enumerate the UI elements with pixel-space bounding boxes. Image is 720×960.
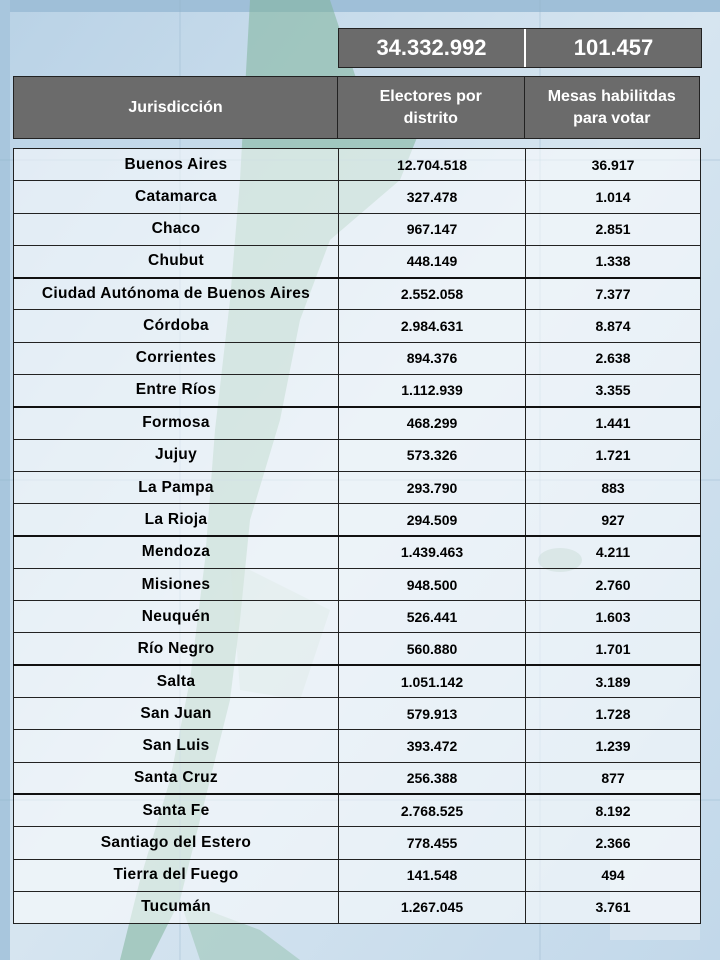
table-row: [14, 698, 701, 730]
row-nombre: Entre Ríos: [14, 375, 339, 407]
electores-table: [13, 148, 701, 924]
row-electores: 468.299: [339, 407, 526, 439]
row-mesas: 1.603: [526, 601, 701, 633]
row-mesas: 494: [526, 859, 701, 891]
table-row: [14, 310, 701, 342]
row-electores: 393.472: [339, 730, 526, 762]
row-nombre: Salta: [14, 665, 339, 697]
row-nombre: Corrientes: [14, 342, 339, 374]
row-mesas: 883: [526, 471, 701, 503]
row-mesas: 3.355: [526, 375, 701, 407]
row-nombre: Chubut: [14, 245, 339, 277]
row-electores: 327.478: [339, 181, 526, 213]
row-mesas: 2.760: [526, 568, 701, 600]
row-mesas: 36.917: [526, 149, 701, 181]
row-nombre: San Luis: [14, 730, 339, 762]
table-row: [14, 375, 701, 407]
row-electores: 2.768.525: [339, 794, 526, 826]
row-nombre: Tucumán: [14, 891, 339, 923]
table-row: [14, 633, 701, 665]
row-nombre: Formosa: [14, 407, 339, 439]
row-mesas: 927: [526, 504, 701, 536]
table-row: [14, 859, 701, 891]
table-row: [14, 471, 701, 503]
row-electores: 1.439.463: [339, 536, 526, 568]
row-mesas: 1.721: [526, 439, 701, 471]
row-nombre: San Juan: [14, 698, 339, 730]
row-nombre: Tierra del Fuego: [14, 859, 339, 891]
table-header: [13, 76, 700, 139]
row-mesas: 1.441: [526, 407, 701, 439]
header-mesas-label: Mesas habilitdas para votar: [547, 87, 676, 127]
table-row: [14, 407, 701, 439]
row-mesas: 7.377: [526, 278, 701, 310]
table-row: [14, 278, 701, 310]
row-electores: 1.051.142: [339, 665, 526, 697]
row-electores: 448.149: [339, 245, 526, 277]
row-nombre: La Rioja: [14, 504, 339, 536]
row-electores: 894.376: [339, 342, 526, 374]
row-nombre: Buenos Aires: [14, 149, 339, 181]
header-mesas: [525, 77, 700, 138]
row-electores: 293.790: [339, 471, 526, 503]
row-nombre: Misiones: [14, 568, 339, 600]
row-nombre: La Pampa: [14, 471, 339, 503]
table-row: [14, 245, 701, 277]
row-mesas: 1.014: [526, 181, 701, 213]
table-row: [14, 504, 701, 536]
table-row: [14, 665, 701, 697]
total-mesas: 101.457: [526, 29, 701, 67]
table-row: [14, 213, 701, 245]
row-mesas: 1.338: [526, 245, 701, 277]
row-electores: 526.441: [339, 601, 526, 633]
row-electores: 256.388: [339, 762, 526, 794]
row-mesas: 2.638: [526, 342, 701, 374]
row-mesas: 877: [526, 762, 701, 794]
table-row: [14, 891, 701, 923]
row-electores: 12.704.518: [339, 149, 526, 181]
row-electores: 579.913: [339, 698, 526, 730]
row-electores: 294.509: [339, 504, 526, 536]
row-electores: 2.984.631: [339, 310, 526, 342]
row-mesas: 8.874: [526, 310, 701, 342]
row-electores: 2.552.058: [339, 278, 526, 310]
table-row: [14, 181, 701, 213]
row-mesas: 8.192: [526, 794, 701, 826]
row-nombre: Mendoza: [14, 536, 339, 568]
row-nombre: Jujuy: [14, 439, 339, 471]
row-electores: 948.500: [339, 568, 526, 600]
totals-row: [338, 28, 702, 68]
row-electores: 1.112.939: [339, 375, 526, 407]
table-row: [14, 439, 701, 471]
row-electores: 778.455: [339, 827, 526, 859]
table-row: [14, 827, 701, 859]
row-nombre: Santiago del Estero: [14, 827, 339, 859]
row-mesas: 1.239: [526, 730, 701, 762]
row-mesas: 2.851: [526, 213, 701, 245]
table-row: [14, 601, 701, 633]
row-mesas: 3.761: [526, 891, 701, 923]
table-row: [14, 149, 701, 181]
header-jurisdiccion: Jurisdicción: [14, 77, 338, 138]
row-mesas: 3.189: [526, 665, 701, 697]
row-mesas: 1.728: [526, 698, 701, 730]
table-row: [14, 794, 701, 826]
row-electores: 573.326: [339, 439, 526, 471]
row-mesas: 4.211: [526, 536, 701, 568]
header-electores: [338, 77, 524, 138]
row-nombre: Río Negro: [14, 633, 339, 665]
row-electores: 967.147: [339, 213, 526, 245]
row-electores: 141.548: [339, 859, 526, 891]
row-nombre: Córdoba: [14, 310, 339, 342]
row-nombre: Catamarca: [14, 181, 339, 213]
table-row: [14, 342, 701, 374]
row-nombre: Santa Fe: [14, 794, 339, 826]
table-row: [14, 730, 701, 762]
row-nombre: Chaco: [14, 213, 339, 245]
row-nombre: Neuquén: [14, 601, 339, 633]
row-mesas: 1.701: [526, 633, 701, 665]
row-mesas: 2.366: [526, 827, 701, 859]
total-electores: 34.332.992: [339, 29, 526, 67]
header-electores-label: Electores por distrito: [379, 87, 482, 127]
row-nombre: Santa Cruz: [14, 762, 339, 794]
table-row: [14, 762, 701, 794]
row-electores: 1.267.045: [339, 891, 526, 923]
table-row: [14, 536, 701, 568]
row-electores: 560.880: [339, 633, 526, 665]
row-nombre: Ciudad Autónoma de Buenos Aires: [14, 278, 339, 310]
table-row: [14, 568, 701, 600]
